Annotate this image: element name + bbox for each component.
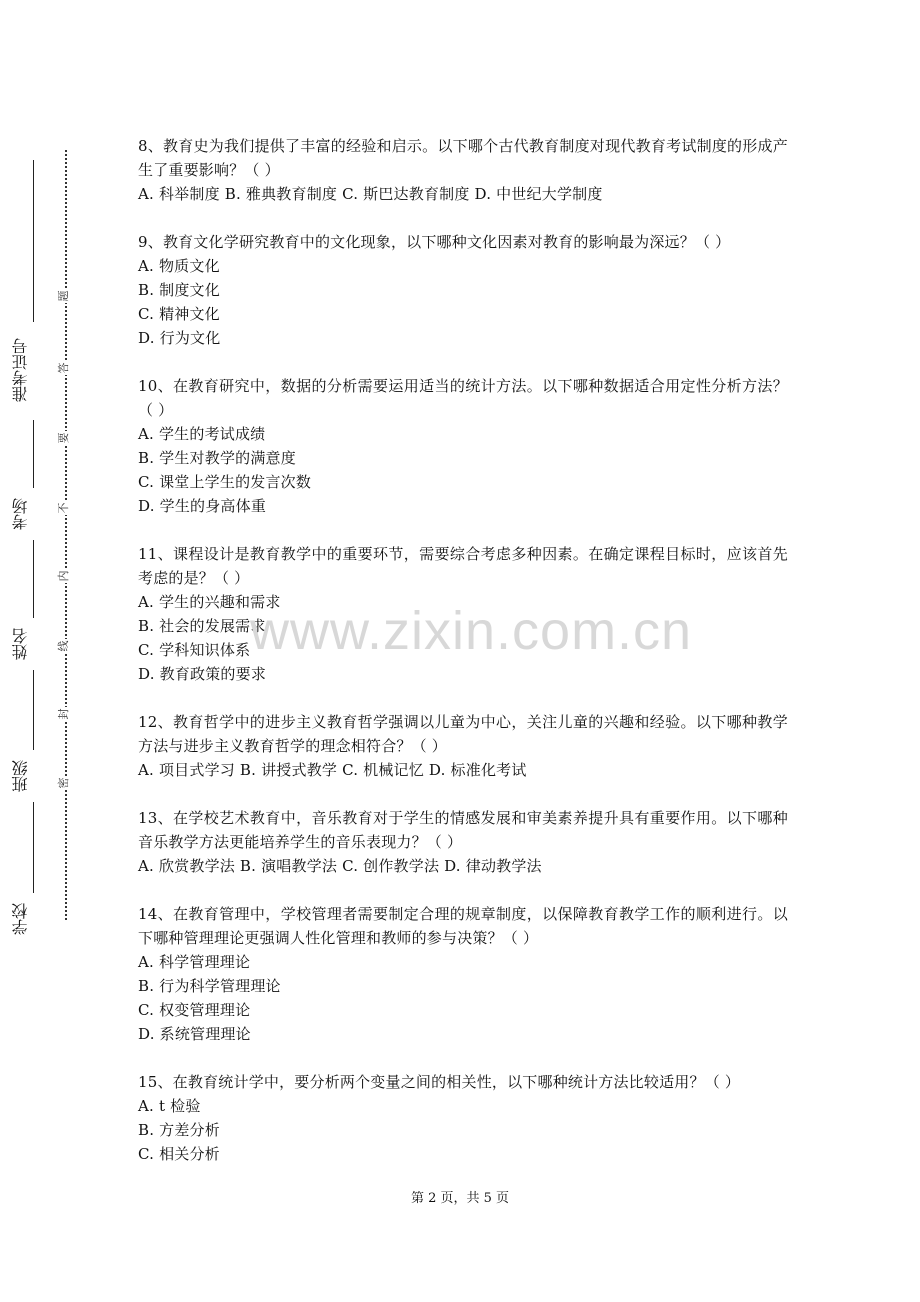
question-stem: 14、在教育管理中，学校管理者需要制定合理的规章制度，以保障教育教学工作的顺利进行。以下哪种管理理论更强调人性化管理和教师的参与决策？（ ）: [138, 905, 788, 947]
option-d: D. 系统管理理论: [138, 1025, 251, 1043]
question-options: A. 欣赏教学法 B. 演唱教学法 C. 创作教学法 D. 律动教学法: [138, 857, 542, 875]
question-options: A. 科举制度 B. 雅典教育制度 C. 斯巴达教育制度 D. 中世纪大学制度: [138, 185, 603, 203]
option-d: D. 教育政策的要求: [138, 665, 267, 683]
option-a: A. 学生的兴趣和需求: [138, 593, 281, 611]
seal-char: 要: [57, 431, 73, 445]
option-c: C. 精神文化: [138, 305, 220, 323]
question-10: [138, 374, 788, 518]
seal-char: 答: [57, 361, 73, 375]
option-b: B. 学生对教学的满意度: [138, 449, 296, 467]
question-stem: 9、教育文化学研究教育中的文化现象，以下哪种文化因素对教育的影响最为深远？（ ）: [138, 233, 731, 251]
option-b: B. 方差分析: [138, 1121, 220, 1139]
question-9: [138, 230, 788, 350]
binding-margin: [0, 0, 90, 1302]
school-label: 学校: [11, 903, 30, 935]
question-12: [138, 710, 788, 782]
question-13: [138, 806, 788, 878]
class-label: 班级: [11, 760, 30, 792]
option-d: D. 行为文化: [138, 329, 221, 347]
option-a: A. t 检验: [138, 1097, 201, 1115]
question-11: [138, 542, 788, 686]
question-stem: 15、在教育统计学中，要分析两个变量之间的相关性，以下哪种统计方法比较适用？（ ）: [138, 1073, 741, 1091]
exam-id-label: 准考证号: [11, 338, 30, 402]
option-a: A. 科学管理理论: [138, 953, 251, 971]
watermark: www.zixin.com.cn: [250, 601, 693, 661]
question-list: [138, 134, 788, 1190]
option-c: C. 相关分析: [138, 1145, 220, 1163]
option-a: A. 物质文化: [138, 257, 220, 275]
school-line: [33, 802, 34, 893]
name-label: 姓名: [11, 628, 30, 660]
question-stem: 12、教育哲学中的进步主义教育哲学强调以儿童为中心，关注儿童的兴趣和经验。以下哪种教学方法与进步主义教育哲学的理念相符合？（ ）: [138, 713, 788, 755]
class-line: [33, 670, 34, 750]
seal-char: 题: [57, 289, 73, 303]
exam-id-line: [33, 160, 34, 322]
option-c: C. 权变管理理论: [138, 1001, 251, 1019]
option-c: C. 课堂上学生的发言次数: [138, 473, 312, 491]
option-b: B. 行为科学管理理论: [138, 977, 281, 995]
seal-char: 不: [57, 501, 73, 515]
question-8: [138, 134, 788, 206]
question-14: [138, 902, 788, 1046]
name-line: [33, 540, 34, 618]
question-15: [138, 1070, 788, 1166]
seal-char: 密: [57, 776, 73, 790]
option-c: C. 学科知识体系: [138, 641, 251, 659]
seal-char: 封: [57, 707, 73, 721]
seal-dotted-line: [65, 150, 67, 920]
seal-char: 线: [57, 639, 73, 653]
question-options: A. 项目式学习 B. 讲授式教学 C. 机械记忆 D. 标准化考试: [138, 761, 527, 779]
question-stem: 13、在学校艺术教育中，音乐教育对于学生的情感发展和审美素养提升具有重要作用。以下哪种音乐教学方法更能培养学生的音乐表现力？（ ）: [138, 809, 788, 851]
seal-char: 内: [57, 569, 73, 583]
option-d: D. 学生的身高体重: [138, 497, 267, 515]
exam-room-label: 考场: [11, 498, 30, 530]
question-stem: 11、课程设计是教育教学中的重要环节，需要综合考虑多种因素。在确定课程目标时，应该首先考虑的是？（ ）: [138, 545, 788, 587]
option-b: B. 社会的发展需求: [138, 617, 266, 635]
question-stem: 8、教育史为我们提供了丰富的经验和启示。以下哪个古代教育制度对现代教育考试制度的形成产生了重要影响？（ ）: [138, 137, 788, 179]
option-b: B. 制度文化: [138, 281, 220, 299]
page-number: 第 2 页，共 5 页: [410, 1191, 510, 1206]
option-a: A. 学生的考试成绩: [138, 425, 266, 443]
question-stem: 10、在教育研究中，数据的分析需要运用适当的统计方法。以下哪种数据适合用定性分析方法？（ ）: [138, 377, 788, 419]
exam-room-line: [33, 420, 34, 488]
